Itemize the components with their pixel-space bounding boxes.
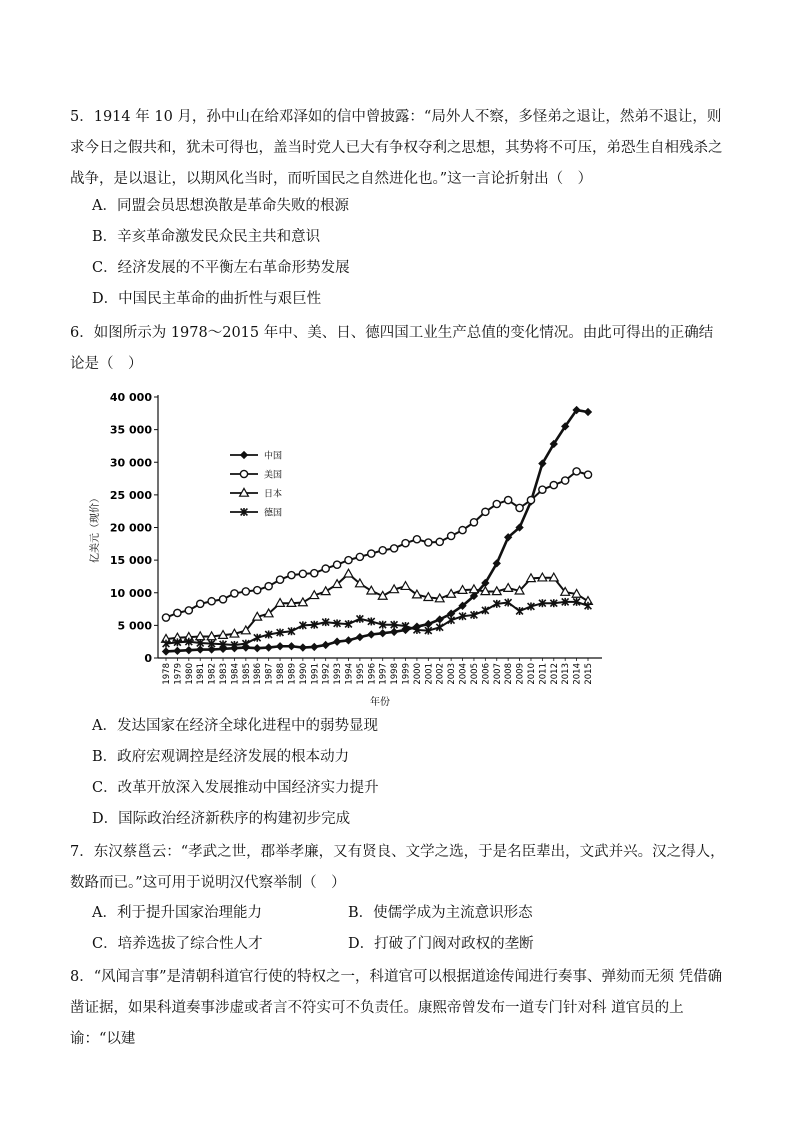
data-point-1 [413, 536, 420, 543]
x-tick-label: 2008 [504, 663, 515, 685]
data-point-1 [322, 565, 329, 572]
legend-marker-0 [240, 451, 247, 458]
question-7-option-c[interactable]: C．培养选拔了综合性人才 [92, 936, 263, 952]
x-tick-label: 1994 [344, 663, 355, 685]
data-point-1 [584, 471, 591, 478]
data-point-1 [208, 598, 215, 605]
data-point-1 [356, 553, 363, 560]
data-point-2 [344, 569, 353, 577]
series-line-1 [166, 471, 588, 617]
data-point-1 [231, 590, 238, 597]
series-3 [163, 598, 592, 649]
x-tick-label: 1982 [207, 663, 218, 685]
data-point-2 [321, 587, 330, 595]
data-point-1 [550, 481, 557, 488]
question-6-option-c[interactable]: C．改革开放深入发展推动中国经济实力提升 [92, 780, 379, 796]
x-tick-label: 1997 [378, 663, 389, 685]
data-point-1 [299, 570, 306, 577]
question-7-option-d[interactable]: D．打破了门阀对政权的垄断 [348, 936, 534, 952]
legend-label-2: 日本 [264, 489, 283, 500]
x-tick-label: 2010 [526, 663, 537, 685]
data-point-1 [185, 607, 192, 614]
data-point-0 [254, 645, 261, 652]
data-point-1 [482, 508, 489, 515]
legend-label-3: 德国 [264, 508, 283, 519]
x-tick-label: 2013 [561, 663, 572, 685]
x-tick-label: 2006 [481, 663, 492, 685]
y-tick-label: 10 000 [109, 586, 152, 600]
data-point-0 [322, 641, 329, 648]
data-point-1 [333, 561, 340, 568]
data-point-1 [539, 486, 546, 493]
question-7-stem: 7．东汉蔡邕云：“孝武之世，郡举孝廉，又有贤良、文学之选，于是名臣辈出，文武并兴。汉之得人，数路而已。”这可用于说明汉代察举制（ ） [70, 844, 725, 891]
data-point-1 [436, 538, 443, 545]
x-tick-label: 2011 [538, 663, 549, 685]
x-axis-label: 年份 [370, 697, 390, 708]
data-point-1 [345, 557, 352, 564]
data-point-0 [162, 648, 169, 655]
data-point-0 [288, 643, 295, 650]
data-point-1 [402, 540, 409, 547]
x-tick-label: 1991 [310, 663, 321, 685]
data-point-2 [504, 584, 513, 592]
data-point-0 [311, 643, 318, 650]
data-point-0 [345, 637, 352, 644]
x-tick-label: 1995 [355, 663, 366, 685]
x-tick-label: 1987 [264, 663, 275, 685]
x-tick-label: 2000 [412, 663, 423, 685]
question-5-stem: 5．1914 年 10 月，孙中山在给邓泽如的信中曾披露：“局外人不察，多怪弟之退让，然弟不退让，则求今日之假共和，犹未可得也，盖当时党人已大有争权夺利之思想，其势将不可压，弟恐生自相残杀之战争，是以退让，以期风化当时，而听国民之自然进化也。”这一言论折射出（ ） [70, 109, 723, 187]
x-tick-label: 1978 [162, 663, 172, 685]
legend-marker-1 [240, 470, 247, 477]
data-point-1 [459, 527, 466, 534]
data-point-1 [425, 539, 432, 546]
data-point-0 [333, 638, 340, 645]
question-6-stem: 6．如图所示为 1978～2015 年中、美、日、德四国工业生产总值的变化情况。由此可得出的正确结论是（ ） [70, 325, 714, 372]
data-point-1 [379, 547, 386, 554]
question-6-option-b[interactable]: B．政府宏观调控是经济发展的根本动力 [92, 749, 350, 765]
x-tick-label: 1983 [219, 663, 230, 685]
question-6-option-d[interactable]: D．国际政治经济新秩序的构建初步完成 [92, 811, 351, 827]
x-tick-label: 2012 [549, 663, 560, 685]
x-tick-label: 1985 [241, 663, 252, 685]
x-tick-label: 2009 [515, 663, 526, 685]
x-tick-label: 1990 [298, 663, 309, 685]
data-point-0 [368, 631, 375, 638]
x-tick-label: 2002 [435, 663, 446, 685]
industrial-output-line-chart [80, 385, 620, 710]
question-5-option-b[interactable]: B．辛亥革命激发民众民主共和意识 [92, 229, 321, 245]
y-axis-label: 亿美元（现价） [90, 493, 101, 563]
series-2 [162, 569, 593, 642]
chart-legend [230, 450, 282, 519]
data-point-1 [391, 545, 398, 552]
data-point-1 [470, 519, 477, 526]
data-point-0 [391, 628, 398, 635]
data-point-1 [288, 572, 295, 579]
data-point-1 [254, 587, 261, 594]
question-7-option-b[interactable]: B．使儒学成为主流意识形态 [348, 905, 533, 921]
x-tick-label: 1998 [390, 663, 401, 685]
data-point-1 [265, 583, 272, 590]
data-point-0 [299, 644, 306, 651]
data-point-0 [379, 630, 386, 637]
series-line-3 [166, 602, 588, 645]
question-7-option-a[interactable]: A．利于提升国家治理能力 [92, 905, 262, 921]
x-tick-label: 1988 [276, 663, 287, 685]
y-tick-label: 40 000 [109, 391, 152, 404]
data-point-1 [276, 576, 283, 583]
data-point-0 [174, 647, 181, 654]
y-tick-label: 25 000 [109, 488, 152, 502]
data-point-1 [174, 609, 181, 616]
data-point-1 [505, 496, 512, 503]
legend-label-1: 美国 [264, 470, 283, 481]
data-point-1 [311, 570, 318, 577]
x-tick-label: 2003 [447, 663, 458, 685]
data-point-0 [584, 408, 591, 415]
y-tick-label: 0 [144, 652, 152, 665]
series-1 [162, 468, 591, 621]
x-tick-label: 1996 [367, 663, 378, 685]
data-point-1 [448, 532, 455, 539]
x-tick-label: 1989 [287, 663, 298, 685]
data-point-1 [527, 496, 534, 503]
y-tick-label: 30 000 [109, 456, 152, 470]
data-point-2 [367, 586, 376, 594]
question-5-option-c[interactable]: C．经济发展的不平衡左右革命形势发展 [92, 260, 350, 276]
data-point-1 [197, 600, 204, 607]
x-tick-label: 1984 [230, 663, 241, 685]
data-point-2 [401, 582, 410, 590]
x-tick-label: 2004 [458, 663, 469, 685]
question-6-option-a[interactable]: A．发达国家在经济全球化进程中的弱势显现 [92, 718, 378, 734]
question-5-option-d[interactable]: D．中国民主革命的曲折性与艰巨性 [92, 291, 322, 307]
x-tick-label: 1993 [333, 663, 344, 685]
x-tick-label: 2014 [572, 663, 583, 685]
question-5-option-a[interactable]: A．同盟会员思想涣散是革命失败的根源 [92, 198, 349, 214]
x-tick-label: 1979 [173, 663, 184, 685]
data-point-1 [516, 504, 523, 511]
data-point-0 [197, 646, 204, 653]
data-point-1 [562, 477, 569, 484]
y-tick-label: 35 000 [109, 423, 152, 437]
x-tick-label: 1981 [196, 663, 207, 685]
y-tick-label: 20 000 [109, 521, 152, 535]
data-point-1 [493, 500, 500, 507]
data-point-1 [573, 468, 580, 475]
x-tick-label: 1992 [321, 663, 332, 685]
series-line-2 [166, 574, 588, 639]
data-point-1 [219, 596, 226, 603]
y-tick-label: 5 000 [117, 619, 152, 633]
series-line-0 [166, 410, 588, 651]
data-point-1 [162, 614, 169, 621]
data-point-0 [276, 643, 283, 650]
data-point-0 [356, 634, 363, 641]
x-tick-label: 2001 [424, 663, 435, 685]
series-0 [162, 406, 591, 655]
x-tick-label: 1986 [253, 663, 264, 685]
data-point-1 [368, 550, 375, 557]
x-tick-label: 2005 [469, 663, 480, 685]
x-tick-label: 2007 [492, 663, 503, 685]
data-point-0 [185, 647, 192, 654]
legend-label-0: 中国 [264, 451, 283, 462]
data-point-0 [265, 644, 272, 651]
x-tick-label: 1980 [184, 663, 195, 685]
x-tick-label: 1999 [401, 663, 412, 685]
question-8-stem: 8．“风闻言事”是清朝科道官行使的特权之一，科道官可以根据道途传闻进行奏事、弹劾而无须 凭借确凿证据，如果科道奏事涉虚或者言不符实可不负责任。康熙帝曾发布一道专门针对科 道官员的上谕：“以建 [70, 969, 723, 1047]
y-tick-label: 15 000 [109, 554, 152, 568]
data-point-1 [242, 588, 249, 595]
data-point-0 [425, 620, 432, 627]
x-tick-label: 2015 [584, 663, 594, 685]
